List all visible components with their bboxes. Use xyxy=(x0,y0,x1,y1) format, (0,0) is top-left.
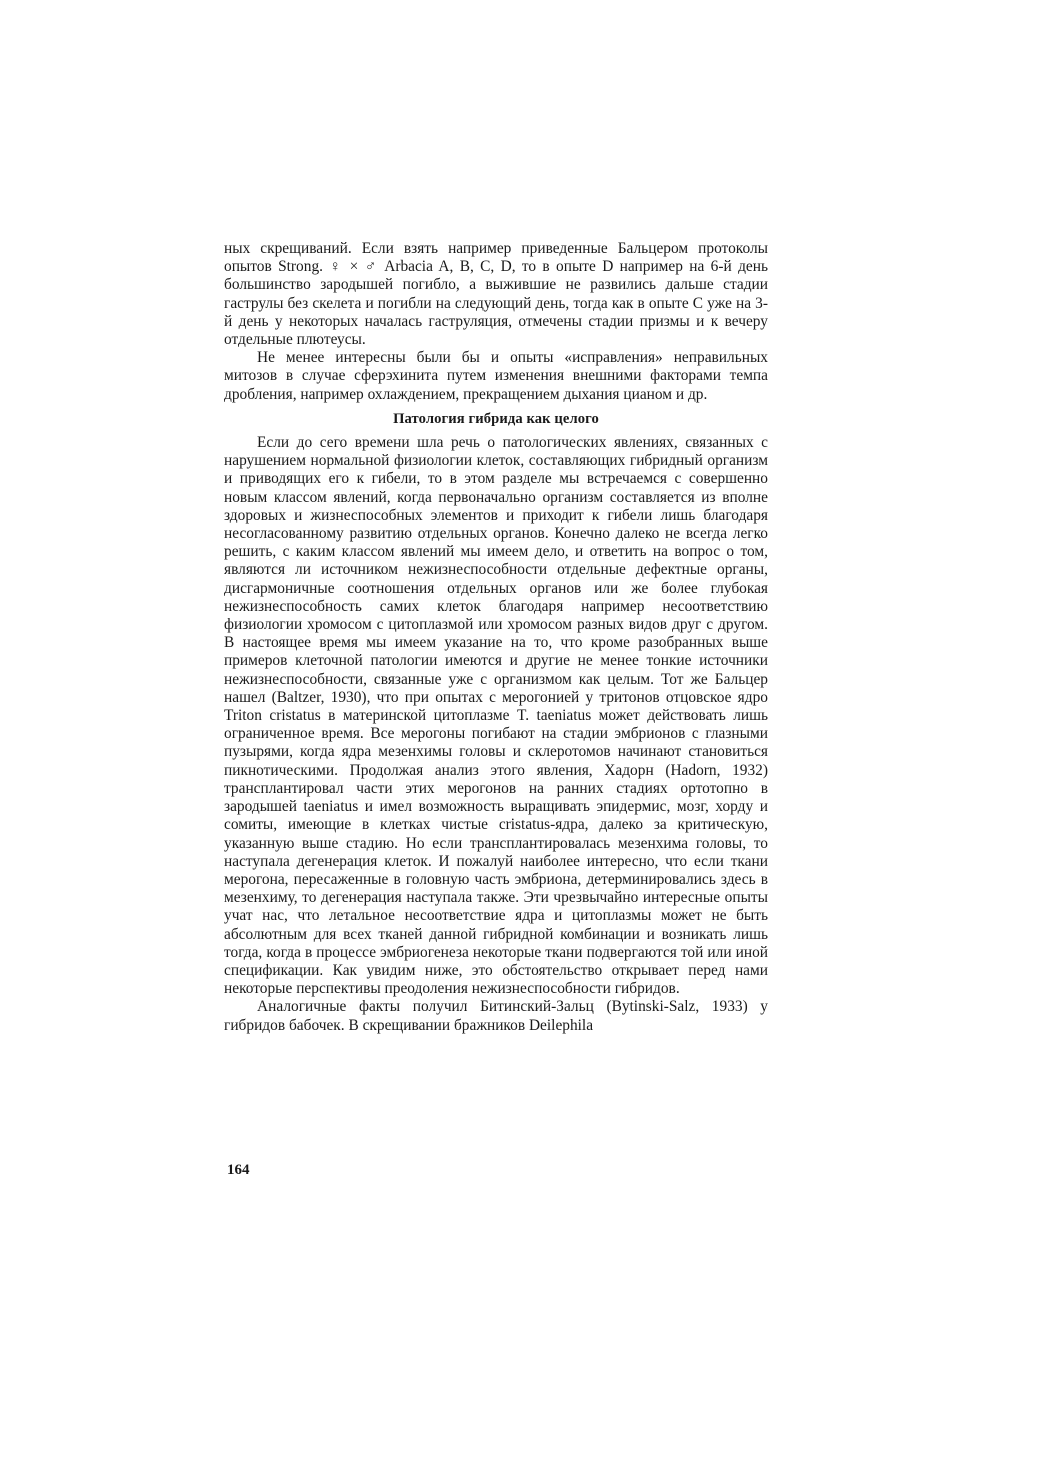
body-text xyxy=(224,240,768,1035)
paragraph: Не менее интересны были бы и опыты «исправления» неправильных митозов в случае сферэхинита путем изменения внешними факторами темпа дробления, например охлаждением, прекращением дыхания цианом и др. xyxy=(224,349,768,403)
section-heading: Патология гибрида как целого xyxy=(393,410,599,427)
paragraph: Если до сего времени шла речь о патологических явлениях, связанных с нарушением нормальной физиологии клеток, составляющих гибридный организм и приводящих его к гибели, то в этом разделе мы встречаемся с совершенно новым классом явлений, когда первоначально организм составляется из вполне здоровых и жизнеспособных элементов и приходит к гибели лишь благодаря несогласованному развитию отдельных органов. Конечно далеко не всегда легко решить, с каким классом явлений мы имеем дело, и ответить на вопрос о том, являются ли источником нежизнеспособности отдельные дефектные органы, дисгармоничные соотношения отдельных органов или же более глубокая нежизнеспособность самих клеток благодаря например несоответствию физиологии хромосом с цитоплазмой или хромосом разных видов друг с другом. В настоящее время мы имеем указание на то, что кроме разобранных выше примеров клеточной патологии имеются и другие не менее тонкие источники нежизнеспособности, связанные уже с организмом как целым. Тот же Бальцер нашел (Baltzer, 1930), что при опытах с мерогонией у тритонов отцовское ядро Triton cristatus в материнской цитоплазме T. taeniatus может действовать лишь ограниченное время. Все мерогоны погибают на стадии эмбрионов с глазными пузырями, когда ядра мезенхимы головы и склеротомов начинают становиться пикнотическими. Продолжая анализ этого явления, Хадорн (Hadorn, 1932) трансплантировал части этих мерогонов на ранних стадиях ортотопно в зародышей taeniatus и имел возможность выращивать эпидермис, мозг, хорду и сомиты, имеющие в клетках чистые cristatus-ядра, далеко за критическую, указанную выше стадию. Но если трансплантировалась мезенхима головы, то наступала дегенерация клеток. И пожалуй наиболее интересно, что если ткани мерогона, пересаженные в головную часть эмбриона, детерминировались здесь в мезенхиму, то дегенерация наступала также. Эти чрезвычайно интересные опыты учат нас, что летальное несоответствие ядра и цитоплазмы может не быть абсолютным для всех тканей данной гибридной комбинации и возникать лишь тогда, когда в процессе эмбриогенеза некоторые ткани подвергаются той или иной спецификации. Как увидим ниже, это обстоятельство открывает перед нами некоторые перспективы преодоления нежизнеспособности гибридов. xyxy=(224,434,768,998)
paragraph: ных скрещиваний. Если взять например приведенные Бальцером протоколы опытов Strong. ♀ × ♂ Arbacia A, B, C, D, то в опыте D например на 6-й день большинство зародышей погибло, а выжившие не развились дальше стадии гаструлы без скелета и погибли на следующий день, тогда как в опыте C уже на 3-й день у некоторых началась гаструляция, отмечены стадии призмы и к вечеру отдельные плютеусы. xyxy=(224,240,768,349)
paragraph: Аналогичные факты получил Битинский-Зальц (Bytinski-Salz, 1933) у гибридов бабочек. В скрещивании бражников Deilephila xyxy=(224,998,768,1034)
page-number: 164 xyxy=(227,1162,250,1178)
